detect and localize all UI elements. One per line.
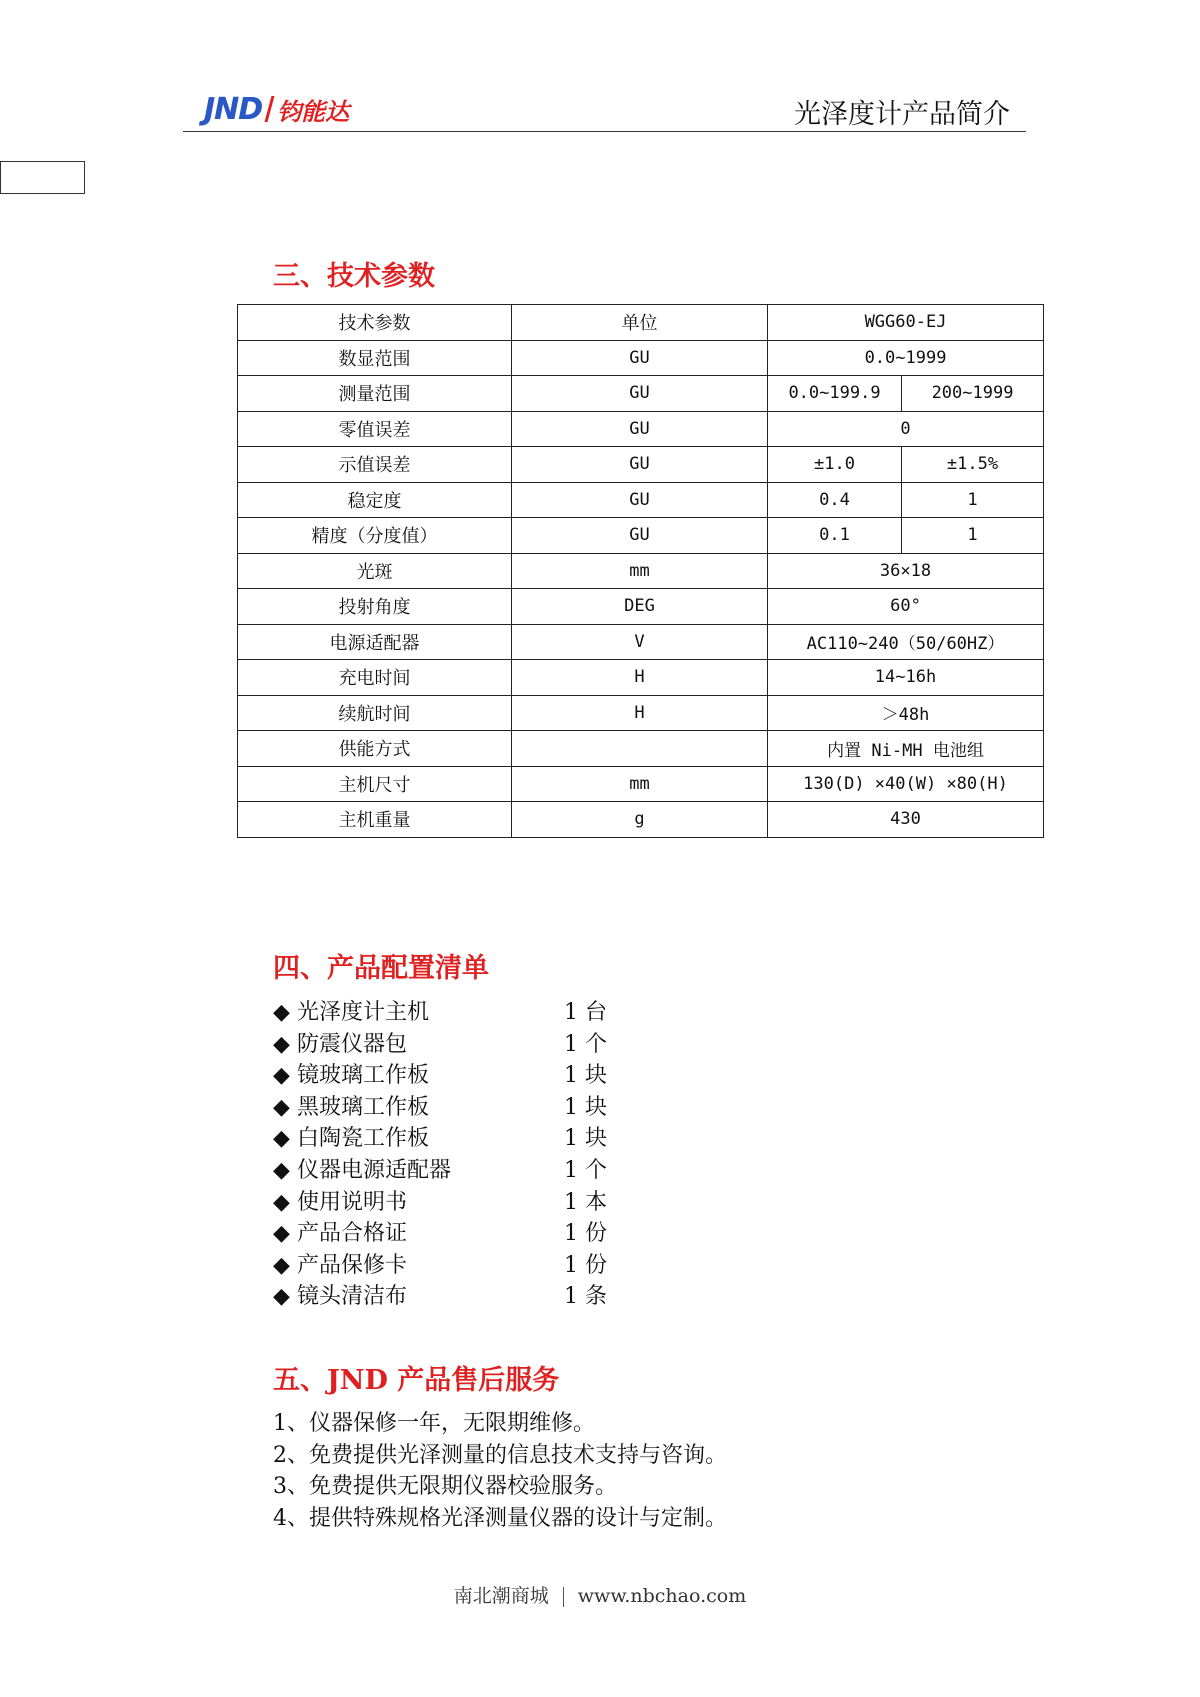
unit-cell: g (512, 802, 768, 838)
item-name: 镜玻璃工作板 (297, 1063, 430, 1089)
diamond-bullet-icon: ◆ (273, 1126, 290, 1152)
item-quantity: 1 块 (564, 1063, 607, 1089)
item-name: 产品保修卡 (297, 1252, 408, 1278)
list-item (273, 1123, 607, 1155)
diamond-bullet-icon: ◆ (273, 1252, 290, 1278)
item-quantity: 1 条 (564, 1284, 607, 1310)
unit-cell: mm (512, 553, 768, 589)
param-cell: 主机尺寸 (238, 766, 512, 802)
footer-url[interactable]: www.nbchao.com (577, 1585, 747, 1607)
item-name: 防震仪器包 (297, 1031, 408, 1057)
table-row (238, 802, 1044, 838)
list-item (273, 1187, 607, 1219)
list-item (273, 1218, 607, 1250)
item-name: 黑玻璃工作板 (297, 1094, 430, 1120)
unit-cell: GU (512, 482, 768, 518)
param-cell: 投射角度 (238, 589, 512, 625)
unit-cell: mm (512, 766, 768, 802)
table-row (238, 766, 1044, 802)
item-quantity: 1 份 (564, 1252, 607, 1278)
service-item: 2、免费提供光泽测量的信息技术支持与咨询。 (273, 1442, 727, 1468)
table-row (238, 518, 1044, 554)
table-row (238, 447, 1044, 483)
list-item (273, 1250, 607, 1282)
value-cell: ±1.5% (902, 447, 1044, 483)
diamond-bullet-icon: ◆ (273, 1221, 290, 1247)
list-item (273, 1060, 607, 1092)
value-cell: AC110~240（50/60HZ） (768, 624, 1044, 660)
list-item (273, 997, 607, 1029)
header-cell-unit: 单位 (512, 305, 768, 341)
diamond-bullet-icon: ◆ (273, 1189, 290, 1215)
section-3-title: 三、技术参数 (273, 261, 435, 292)
diamond-bullet-icon: ◆ (273, 1031, 290, 1057)
item-name: 白陶瓷工作板 (297, 1126, 430, 1152)
value-cell: 内置 Ni-MH 电池组 (768, 731, 1044, 767)
unit-cell: V (512, 624, 768, 660)
item-quantity: 1 份 (564, 1221, 607, 1247)
diamond-bullet-icon: ◆ (273, 1063, 290, 1089)
unit-cell (512, 731, 768, 767)
param-cell: 光斑 (238, 553, 512, 589)
unit-cell: GU (512, 376, 768, 412)
value-cell: 0.0~199.9 (768, 376, 902, 412)
unit-cell: GU (512, 340, 768, 376)
param-cell: 测量范围 (238, 376, 512, 412)
unit-cell: GU (512, 518, 768, 554)
margin-box (0, 161, 85, 194)
footer-site-name: 南北潮商城 (453, 1585, 549, 1607)
value-cell: 0.4 (768, 482, 902, 518)
section-4-title: 四、产品配置清单 (273, 953, 489, 984)
section-5-title: 五、JND 产品售后服务 (273, 1365, 560, 1396)
footer (0, 1581, 1200, 1608)
unit-cell: GU (512, 411, 768, 447)
value-cell: 1 (902, 518, 1044, 554)
service-item: 1、仪器保修一年，无限期维修。 (273, 1411, 595, 1436)
param-cell: 示值误差 (238, 447, 512, 483)
item-name: 仪器电源适配器 (297, 1157, 452, 1183)
service-list (273, 1408, 727, 1534)
table-row (238, 376, 1044, 412)
header-divider (183, 131, 1026, 132)
list-item (273, 1029, 607, 1061)
unit-cell: GU (512, 447, 768, 483)
list-item (273, 1092, 607, 1124)
param-cell: 零值误差 (238, 411, 512, 447)
value-cell: 200~1999 (902, 376, 1044, 412)
item-quantity: 1 块 (564, 1126, 607, 1152)
diamond-bullet-icon: ◆ (273, 1284, 290, 1310)
item-name: 产品合格证 (297, 1221, 408, 1247)
table-row (238, 482, 1044, 518)
unit-cell: H (512, 695, 768, 731)
value-cell: 36×18 (768, 553, 1044, 589)
param-cell: 续航时间 (238, 695, 512, 731)
diamond-bullet-icon: ◆ (273, 1094, 290, 1120)
item-name: 镜头清洁布 (297, 1284, 408, 1310)
value-cell: 60° (768, 589, 1044, 625)
param-cell: 稳定度 (238, 482, 512, 518)
list-item (273, 1155, 607, 1187)
value-cell: 0.0~1999 (768, 340, 1044, 376)
item-quantity: 1 个 (564, 1031, 607, 1057)
value-cell: 14~16h (768, 660, 1044, 696)
item-name: 光泽度计主机 (297, 1000, 430, 1025)
table-row (238, 589, 1044, 625)
value-cell: 430 (768, 802, 1044, 838)
spec-table-header (238, 305, 1044, 341)
value-cell: 0.1 (768, 518, 902, 554)
logo-divider (265, 96, 275, 122)
param-cell: 精度（分度值） (238, 518, 512, 554)
table-row (238, 695, 1044, 731)
value-cell: 130(D) ×40(W) ×80(H) (768, 766, 1044, 802)
param-cell: 充电时间 (238, 660, 512, 696)
value-cell: 1 (902, 482, 1044, 518)
logo-latin: JND (204, 91, 263, 127)
diamond-bullet-icon: ◆ (273, 1000, 290, 1025)
param-cell: 数显范围 (238, 340, 512, 376)
table-row (238, 624, 1044, 660)
item-quantity: 1 个 (564, 1157, 607, 1183)
param-cell: 电源适配器 (238, 624, 512, 660)
list-item (273, 1281, 607, 1313)
diamond-bullet-icon: ◆ (273, 1157, 290, 1183)
table-row (238, 411, 1044, 447)
value-cell: ＞48h (768, 695, 1044, 731)
header-cell-model: WGG60-EJ (768, 305, 1044, 341)
header-cell-param: 技术参数 (238, 305, 512, 341)
service-item: 3、免费提供无限期仪器校验服务。 (273, 1474, 617, 1499)
config-list (273, 997, 607, 1313)
param-cell: 主机重量 (238, 802, 512, 838)
param-cell: 供能方式 (238, 731, 512, 767)
value-cell: ±1.0 (768, 447, 902, 483)
logo-chinese: 钧能达 (277, 97, 350, 126)
table-row (238, 660, 1044, 696)
item-name: 使用说明书 (297, 1189, 408, 1215)
brand-logo (204, 92, 349, 126)
footer-separator (563, 1587, 564, 1607)
page-header-title: 光泽度计产品简介 (794, 99, 1010, 130)
value-cell: 0 (768, 411, 1044, 447)
table-row (238, 340, 1044, 376)
table-row (238, 553, 1044, 589)
unit-cell: DEG (512, 589, 768, 625)
unit-cell: H (512, 660, 768, 696)
item-quantity: 1 块 (564, 1094, 607, 1120)
service-item: 4、提供特殊规格光泽测量仪器的设计与定制。 (273, 1505, 727, 1531)
item-quantity: 1 台 (564, 1000, 607, 1025)
item-quantity: 1 本 (564, 1189, 607, 1215)
spec-table (237, 304, 1044, 838)
table-row (238, 731, 1044, 767)
